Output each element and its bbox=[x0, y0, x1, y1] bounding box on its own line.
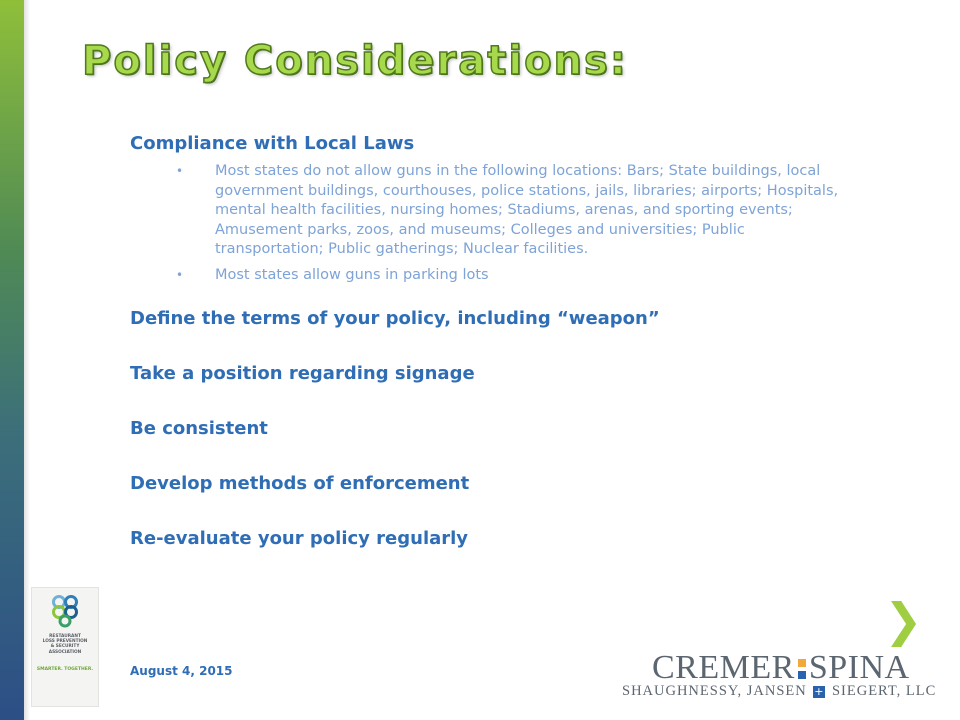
heading-enforcement: Develop methods of enforcement bbox=[130, 473, 470, 494]
compliance-bullet-list bbox=[130, 162, 850, 285]
firm-partners-left: SHAUGHNESSY, JANSEN bbox=[622, 683, 807, 699]
rlp-line: & SECURITY bbox=[50, 644, 80, 650]
heading-signage: Take a position regarding signage bbox=[130, 363, 475, 384]
firm-partners-right: SIEGERT, LLC bbox=[831, 683, 937, 699]
rlp-org-name bbox=[32, 634, 98, 655]
firm-name bbox=[652, 651, 910, 685]
firm-name-right: SPINA bbox=[808, 649, 910, 686]
chevron-right-icon[interactable]: ❯ bbox=[884, 593, 923, 647]
cremer-spina-logo bbox=[622, 651, 938, 703]
firm-separator-icon bbox=[798, 659, 806, 680]
heading-consistent: Be consistent bbox=[130, 418, 268, 439]
bullet-item bbox=[130, 266, 850, 286]
rlp-line: RESTAURANT bbox=[49, 634, 81, 639]
rlp-association-logo bbox=[31, 587, 99, 707]
rlp-line: ASSOCIATION bbox=[48, 649, 82, 655]
rings-logo-icon bbox=[32, 588, 98, 632]
bullet-text: Most states do not allow guns in the following locations: Bars; State buildings, local government buildings, courthouses, police stations, jails, libraries; airports; Hospitals, mental health facilities, nursing homes; Stadiums, arenas, and sporting events; Amusement parks, zoos, and museums; Colleges and universities; Public transportation; Public gatherings; Nuclear facilities. bbox=[215, 163, 839, 257]
rlp-line: LOSS PREVENTION bbox=[42, 639, 88, 645]
rlp-tagline: SMARTER. TOGETHER. bbox=[36, 667, 94, 672]
bullet-dot-icon: • bbox=[176, 267, 184, 282]
slide-title: Policy Considerations: bbox=[82, 38, 628, 84]
firm-name-left: CREMER bbox=[652, 649, 795, 686]
bullet-text: Most states allow guns in parking lots bbox=[215, 266, 489, 283]
heading-re-evaluate: Re-evaluate your policy regularly bbox=[130, 528, 469, 549]
left-accent-bar bbox=[0, 0, 24, 720]
bullet-dot-icon: • bbox=[176, 164, 184, 178]
firm-partners bbox=[622, 683, 936, 699]
slide-body bbox=[130, 132, 850, 551]
plus-icon: + bbox=[814, 685, 825, 698]
slide-date: August 4, 2015 bbox=[130, 664, 233, 678]
bullet-item bbox=[130, 162, 850, 260]
heading-compliance: Compliance with Local Laws bbox=[130, 133, 415, 154]
heading-define-terms: Define the terms of your policy, including “weapon” bbox=[130, 308, 660, 329]
